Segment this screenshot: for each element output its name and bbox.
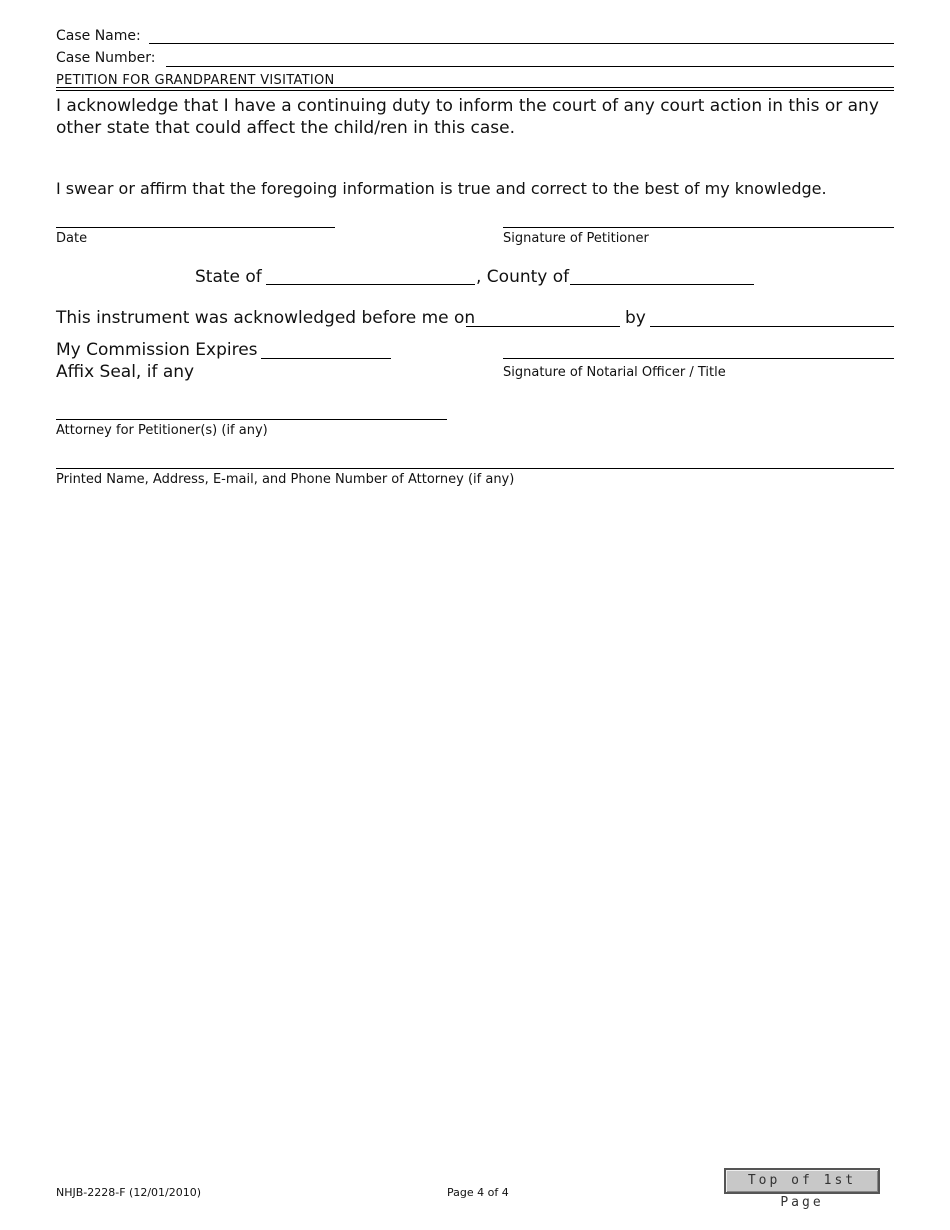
state-field[interactable]: [266, 284, 475, 285]
attorney-signature-field[interactable]: [56, 419, 447, 420]
case-name-field[interactable]: [149, 43, 894, 44]
page-number: Page 4 of 4: [447, 1186, 509, 1199]
title-rule-top: [56, 87, 894, 88]
county-label: , County of: [476, 267, 570, 287]
by-label: by: [625, 308, 646, 328]
printed-name-label: Printed Name, Address, E-mail, and Phone Number of Attorney (if any): [56, 472, 515, 487]
commission-field[interactable]: [261, 358, 391, 359]
notary-signature-label: Signature of Notarial Officer / Title: [503, 365, 726, 380]
acknowledged-by-field[interactable]: [650, 326, 894, 327]
top-of-first-page-button[interactable]: Top of 1st Page: [724, 1168, 880, 1194]
petitioner-signature-label: Signature of Petitioner: [503, 231, 649, 246]
notary-signature-field[interactable]: [503, 358, 894, 359]
acknowledged-label: This instrument was acknowledged before me on: [56, 308, 476, 328]
commission-label: My Commission Expires: [56, 340, 258, 360]
form-number: NHJB-2228-F (12/01/2010): [56, 1186, 202, 1199]
acknowledge-paragraph: I acknowledge that I have a continuing duty to inform the court of any court action in this or any other state that could affect the child/ren in this case.: [56, 96, 879, 138]
title-rule-bottom: [56, 90, 894, 91]
date-label: Date: [56, 231, 88, 246]
acknowledged-date-field[interactable]: [466, 326, 620, 327]
state-label: State of: [195, 267, 262, 287]
case-name-label: Case Name:: [56, 28, 141, 44]
county-field[interactable]: [570, 284, 754, 285]
swear-paragraph: I swear or affirm that the foregoing information is true and correct to the best of my knowledge.: [56, 179, 827, 198]
attorney-label: Attorney for Petitioner(s) (if any): [56, 423, 268, 438]
petitioner-signature-field[interactable]: [503, 227, 894, 228]
case-number-label: Case Number:: [56, 50, 156, 66]
case-number-field[interactable]: [166, 66, 894, 67]
attorney-info-field[interactable]: [56, 468, 894, 469]
seal-label: Affix Seal, if any: [56, 362, 195, 382]
date-field[interactable]: [56, 227, 335, 228]
form-title: PETITION FOR GRANDPARENT VISITATION: [56, 73, 335, 88]
